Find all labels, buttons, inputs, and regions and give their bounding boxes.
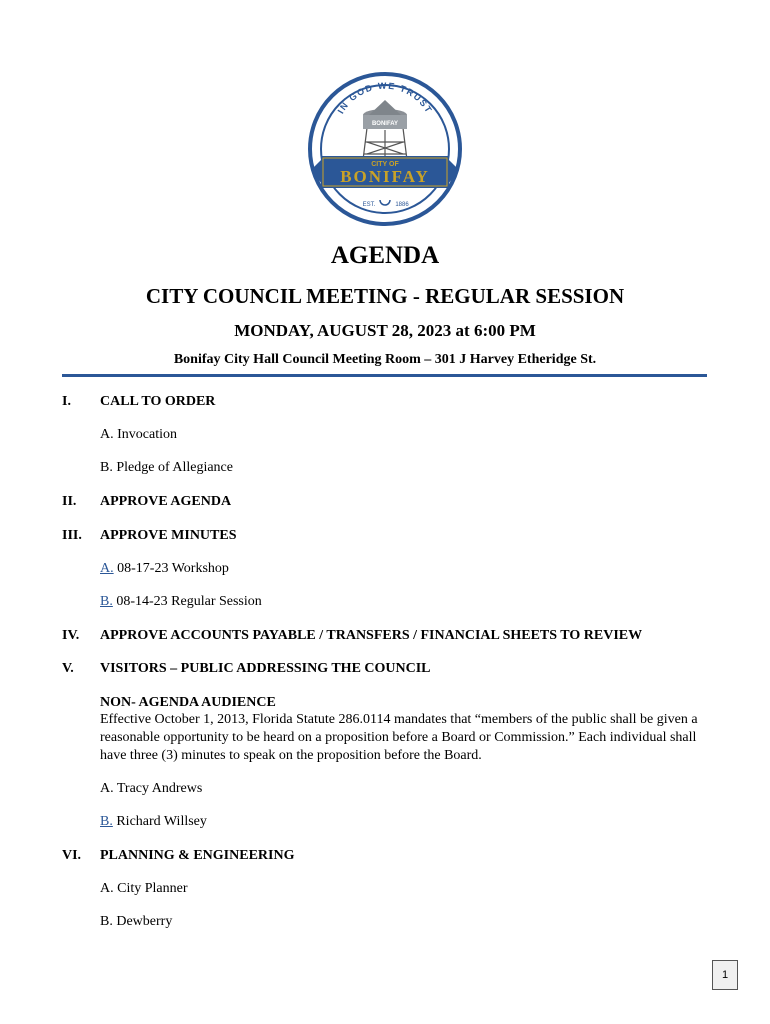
- meeting-date: MONDAY, AUGUST 28, 2023 at 6:00 PM: [234, 321, 536, 340]
- item-label: A.: [100, 781, 114, 796]
- richard-willsey-link[interactable]: B.: [100, 814, 113, 829]
- list-item: [100, 914, 172, 930]
- page-number-badge: 1: [712, 960, 738, 990]
- section-title: APPROVE MINUTES: [100, 528, 237, 543]
- item-text: Dewberry: [116, 914, 173, 929]
- section-number: V.: [62, 661, 74, 676]
- city-name-text: BONIFAY: [340, 167, 430, 186]
- section-number: II.: [62, 494, 77, 509]
- tower-label: BONIFAY: [371, 121, 399, 127]
- item-label: A.: [100, 881, 114, 896]
- motto-text: IN GOD WE TRUST: [335, 80, 435, 116]
- meeting-location: Bonifay City Hall Council Meeting Room – 301 J Harvey Etheridge St.: [173, 352, 597, 367]
- section-number: I.: [62, 394, 71, 409]
- list-item: [100, 881, 188, 897]
- city-seal-logo: [307, 70, 463, 228]
- statute-paragraph: Effective October 1, 2013, Florida Statute 286.0114 mandates that “members of the public shall be given a reasonable opportunity to be heard on a proposition before a Board or Commission.” Each individual shall have three (3) minutes to speak on the proposition before the Board.: [100, 712, 698, 763]
- item-label: B.: [100, 460, 113, 475]
- item-text: Richard Willsey: [116, 814, 207, 829]
- section-number: IV.: [62, 628, 80, 643]
- item-text: 08-17-23 Workshop: [117, 561, 229, 576]
- list-item: [100, 781, 202, 797]
- header-divider: [62, 374, 707, 377]
- list-item: [100, 561, 229, 577]
- workshop-minutes-link[interactable]: A.: [100, 561, 114, 576]
- list-item: [100, 460, 233, 476]
- item-text: Tracy Andrews: [116, 781, 203, 796]
- section-title: VISITORS – PUBLIC ADDRESSING THE COUNCIL: [100, 661, 431, 676]
- section-title: APPROVE ACCOUNTS PAYABLE / TRANSFERS / FINANCIAL SHEETS TO REVIEW: [100, 628, 643, 643]
- item-label: A.: [100, 427, 114, 442]
- page-title: AGENDA: [330, 242, 440, 269]
- section-title: APPROVE AGENDA: [100, 494, 232, 509]
- regular-session-minutes-link[interactable]: B.: [100, 594, 113, 609]
- item-text: Pledge of Allegiance: [116, 460, 233, 475]
- est-text: EST.: [362, 202, 376, 208]
- item-text: Invocation: [117, 427, 177, 442]
- section-title: CALL TO ORDER: [100, 394, 216, 409]
- item-label: B.: [100, 914, 113, 929]
- city-of-text: CITY OF: [371, 161, 399, 168]
- meeting-title: CITY COUNCIL MEETING - REGULAR SESSION: [145, 284, 625, 308]
- section-title: PLANNING & ENGINEERING: [100, 848, 295, 863]
- item-text: City Planner: [117, 881, 188, 896]
- section-number: VI.: [62, 848, 82, 863]
- list-item: [100, 594, 262, 610]
- section-number: III.: [62, 528, 82, 543]
- subheading: NON- AGENDA AUDIENCE: [100, 695, 276, 710]
- list-item: [100, 814, 207, 830]
- est-year-text: 1886: [395, 202, 409, 208]
- list-item: [100, 427, 177, 443]
- item-text: 08-14-23 Regular Session: [116, 594, 262, 609]
